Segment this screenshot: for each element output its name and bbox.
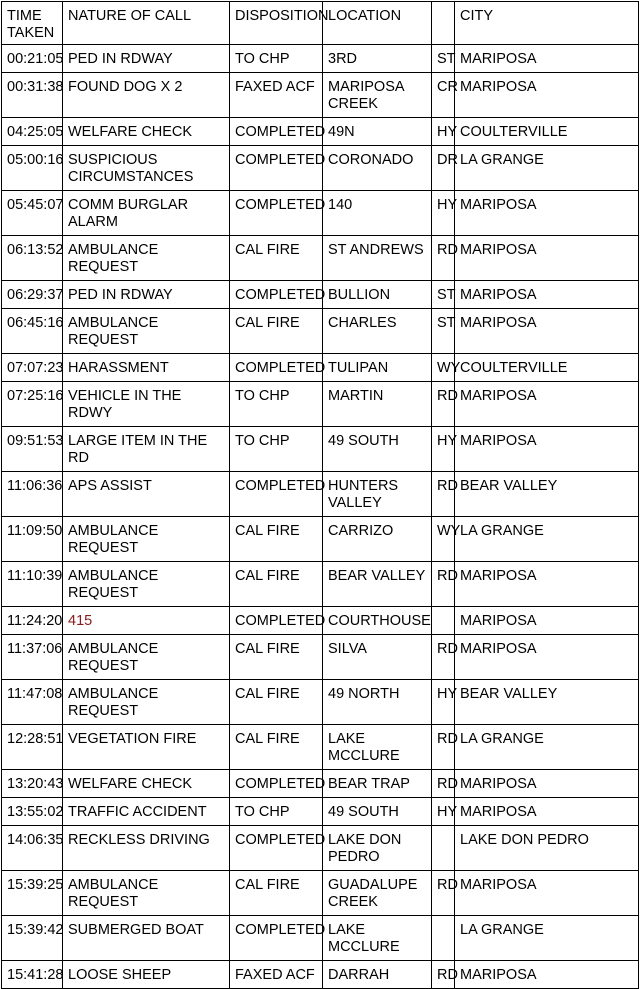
city-cell: MARIPOSA (455, 635, 639, 680)
street-suffix-cell: HY (432, 427, 455, 472)
disposition-cell: CAL FIRE (230, 725, 323, 770)
table-row (2, 871, 639, 916)
location-cell: BEAR TRAP (323, 770, 432, 798)
location-cell: LAKE MCCLURE (323, 725, 432, 770)
street-suffix-cell: RD (432, 871, 455, 916)
table-row (2, 680, 639, 725)
table-row (2, 635, 639, 680)
header-disposition: DISPOSITION (230, 2, 323, 45)
table-row (2, 725, 639, 770)
disposition-cell: CAL FIRE (230, 517, 323, 562)
street-suffix-cell: HY (432, 798, 455, 826)
header-city: CITY (455, 2, 639, 45)
disposition-cell: TO CHP (230, 45, 323, 73)
disposition-cell: CAL FIRE (230, 635, 323, 680)
street-suffix-cell (432, 607, 455, 635)
street-suffix-cell: DR (432, 146, 455, 191)
city-cell: MARIPOSA (455, 961, 639, 989)
header-street-suffix (432, 2, 455, 45)
nature-of-call-cell: COMM BURGLAR ALARM (63, 191, 230, 236)
nature-of-call-cell: VEHICLE IN THE RDWY (63, 382, 230, 427)
location-cell: TULIPAN (323, 354, 432, 382)
time-taken-cell: 15:39:25 (2, 871, 63, 916)
table-row (2, 427, 639, 472)
nature-of-call-cell: PED IN RDWAY (63, 281, 230, 309)
time-taken-cell: 04:25:05 (2, 118, 63, 146)
location-cell: 49 NORTH (323, 680, 432, 725)
table-row (2, 916, 639, 961)
nature-of-call-cell: LARGE ITEM IN THE RD (63, 427, 230, 472)
call-log-table (1, 1, 639, 989)
disposition-cell: COMPLETED (230, 191, 323, 236)
location-cell: GUADALUPE CREEK (323, 871, 432, 916)
table-row (2, 146, 639, 191)
city-cell: MARIPOSA (455, 798, 639, 826)
location-cell: BEAR VALLEY (323, 562, 432, 607)
city-cell: MARIPOSA (455, 309, 639, 354)
street-suffix-cell: WY (432, 517, 455, 562)
city-cell: MARIPOSA (455, 236, 639, 281)
location-cell: COURTHOUSE (323, 607, 432, 635)
time-taken-cell: 13:55:02 (2, 798, 63, 826)
city-cell: MARIPOSA (455, 770, 639, 798)
nature-of-call-cell: AMBULANCE REQUEST (63, 680, 230, 725)
street-suffix-cell: ST (432, 281, 455, 309)
city-cell: LA GRANGE (455, 725, 639, 770)
nature-of-call-cell: AMBULANCE REQUEST (63, 871, 230, 916)
time-taken-cell: 11:09:50 (2, 517, 63, 562)
time-taken-cell: 07:07:23 (2, 354, 63, 382)
table-row (2, 118, 639, 146)
table-row (2, 73, 639, 118)
time-taken-cell: 15:41:28 (2, 961, 63, 989)
table-row (2, 354, 639, 382)
street-suffix-cell: RD (432, 472, 455, 517)
disposition-cell: CAL FIRE (230, 309, 323, 354)
disposition-cell: COMPLETED (230, 146, 323, 191)
table-row (2, 770, 639, 798)
location-cell: 3RD (323, 45, 432, 73)
street-suffix-cell: RD (432, 770, 455, 798)
header-nature-of-call: NATURE OF CALL (63, 2, 230, 45)
city-cell: LA GRANGE (455, 146, 639, 191)
city-cell: MARIPOSA (455, 382, 639, 427)
disposition-cell: FAXED ACF (230, 961, 323, 989)
table-row (2, 517, 639, 562)
time-taken-cell: 06:29:37 (2, 281, 63, 309)
street-suffix-cell: RD (432, 382, 455, 427)
nature-of-call-cell: VEGETATION FIRE (63, 725, 230, 770)
location-cell: 49 SOUTH (323, 427, 432, 472)
nature-of-call-cell: AMBULANCE REQUEST (63, 635, 230, 680)
street-suffix-cell: WY (432, 354, 455, 382)
city-cell: COULTERVILLE (455, 354, 639, 382)
street-suffix-cell: RD (432, 236, 455, 281)
street-suffix-cell: RD (432, 961, 455, 989)
city-cell: MARIPOSA (455, 607, 639, 635)
street-suffix-cell (432, 826, 455, 871)
city-cell: MARIPOSA (455, 871, 639, 916)
location-cell: SILVA (323, 635, 432, 680)
disposition-cell: COMPLETED (230, 354, 323, 382)
city-cell: LA GRANGE (455, 916, 639, 961)
street-suffix-cell: CR (432, 73, 455, 118)
nature-of-call-cell: APS ASSIST (63, 472, 230, 517)
nature-of-call-cell: AMBULANCE REQUEST (63, 309, 230, 354)
street-suffix-cell: HY (432, 191, 455, 236)
nature-of-call-cell: RECKLESS DRIVING (63, 826, 230, 871)
table-row (2, 236, 639, 281)
location-cell: MARIPOSA CREEK (323, 73, 432, 118)
disposition-cell: CAL FIRE (230, 680, 323, 725)
header-time-taken: TIME TAKEN (2, 2, 63, 45)
location-cell: MARTIN (323, 382, 432, 427)
nature-of-call-cell: TRAFFIC ACCIDENT (63, 798, 230, 826)
street-suffix-cell: RD (432, 635, 455, 680)
nature-of-call-cell: AMBULANCE REQUEST (63, 236, 230, 281)
time-taken-cell: 06:13:52 (2, 236, 63, 281)
table-row (2, 562, 639, 607)
time-taken-cell: 11:06:36 (2, 472, 63, 517)
time-taken-cell: 00:31:38 (2, 73, 63, 118)
table-row (2, 472, 639, 517)
header-location: LOCATION (323, 2, 432, 45)
city-cell: MARIPOSA (455, 191, 639, 236)
disposition-cell: COMPLETED (230, 826, 323, 871)
table-row (2, 281, 639, 309)
disposition-cell: CAL FIRE (230, 871, 323, 916)
table-row (2, 826, 639, 871)
table-row (2, 309, 639, 354)
table-row (2, 382, 639, 427)
nature-of-call-cell: HARASSMENT (63, 354, 230, 382)
nature-of-call-cell: AMBULANCE REQUEST (63, 517, 230, 562)
disposition-cell: FAXED ACF (230, 73, 323, 118)
city-cell: MARIPOSA (455, 427, 639, 472)
location-cell: 49 SOUTH (323, 798, 432, 826)
header-row (2, 2, 639, 45)
table-row (2, 607, 639, 635)
disposition-cell: TO CHP (230, 798, 323, 826)
location-cell: DARRAH (323, 961, 432, 989)
call-log-body (2, 45, 639, 989)
nature-of-call-cell: WELFARE CHECK (63, 770, 230, 798)
location-cell: ST ANDREWS (323, 236, 432, 281)
location-cell: CORONADO (323, 146, 432, 191)
city-cell: MARIPOSA (455, 73, 639, 118)
city-cell: BEAR VALLEY (455, 472, 639, 517)
street-suffix-cell: ST (432, 45, 455, 73)
street-suffix-cell: ST (432, 309, 455, 354)
disposition-cell: TO CHP (230, 427, 323, 472)
table-row (2, 798, 639, 826)
time-taken-cell: 11:24:20 (2, 607, 63, 635)
nature-of-call-cell: 415 (63, 607, 230, 635)
nature-of-call-cell: PED IN RDWAY (63, 45, 230, 73)
disposition-cell: CAL FIRE (230, 236, 323, 281)
nature-of-call-cell: SUSPICIOUS CIRCUMSTANCES (63, 146, 230, 191)
time-taken-cell: 09:51:53 (2, 427, 63, 472)
street-suffix-cell: HY (432, 680, 455, 725)
location-cell: CARRIZO (323, 517, 432, 562)
disposition-cell: COMPLETED (230, 770, 323, 798)
nature-of-call-cell: LOOSE SHEEP (63, 961, 230, 989)
disposition-cell: COMPLETED (230, 916, 323, 961)
location-cell: LAKE MCCLURE (323, 916, 432, 961)
city-cell: BEAR VALLEY (455, 680, 639, 725)
time-taken-cell: 11:47:08 (2, 680, 63, 725)
disposition-cell: CAL FIRE (230, 562, 323, 607)
location-cell: HUNTERS VALLEY (323, 472, 432, 517)
disposition-cell: COMPLETED (230, 281, 323, 309)
disposition-cell: TO CHP (230, 382, 323, 427)
time-taken-cell: 15:39:42 (2, 916, 63, 961)
disposition-cell: COMPLETED (230, 118, 323, 146)
nature-of-call-cell: AMBULANCE REQUEST (63, 562, 230, 607)
table-row (2, 45, 639, 73)
time-taken-cell: 05:45:07 (2, 191, 63, 236)
location-cell: CHARLES (323, 309, 432, 354)
time-taken-cell: 06:45:16 (2, 309, 63, 354)
nature-of-call-cell: SUBMERGED BOAT (63, 916, 230, 961)
city-cell: COULTERVILLE (455, 118, 639, 146)
street-suffix-cell (432, 916, 455, 961)
table-row (2, 961, 639, 989)
city-cell: MARIPOSA (455, 281, 639, 309)
street-suffix-cell: RD (432, 562, 455, 607)
city-cell: MARIPOSA (455, 45, 639, 73)
street-suffix-cell: HY (432, 118, 455, 146)
time-taken-cell: 07:25:16 (2, 382, 63, 427)
time-taken-cell: 14:06:35 (2, 826, 63, 871)
location-cell: 140 (323, 191, 432, 236)
time-taken-cell: 11:10:39 (2, 562, 63, 607)
time-taken-cell: 05:00:16 (2, 146, 63, 191)
city-cell: MARIPOSA (455, 562, 639, 607)
time-taken-cell: 11:37:06 (2, 635, 63, 680)
city-cell: LAKE DON PEDRO (455, 826, 639, 871)
time-taken-cell: 00:21:05 (2, 45, 63, 73)
nature-of-call-cell: FOUND DOG X 2 (63, 73, 230, 118)
disposition-cell: COMPLETED (230, 607, 323, 635)
location-cell: 49N (323, 118, 432, 146)
location-cell: LAKE DON PEDRO (323, 826, 432, 871)
time-taken-cell: 12:28:51 (2, 725, 63, 770)
street-suffix-cell: RD (432, 725, 455, 770)
table-row (2, 191, 639, 236)
nature-of-call-cell: WELFARE CHECK (63, 118, 230, 146)
location-cell: BULLION (323, 281, 432, 309)
time-taken-cell: 13:20:43 (2, 770, 63, 798)
disposition-cell: COMPLETED (230, 472, 323, 517)
city-cell: LA GRANGE (455, 517, 639, 562)
